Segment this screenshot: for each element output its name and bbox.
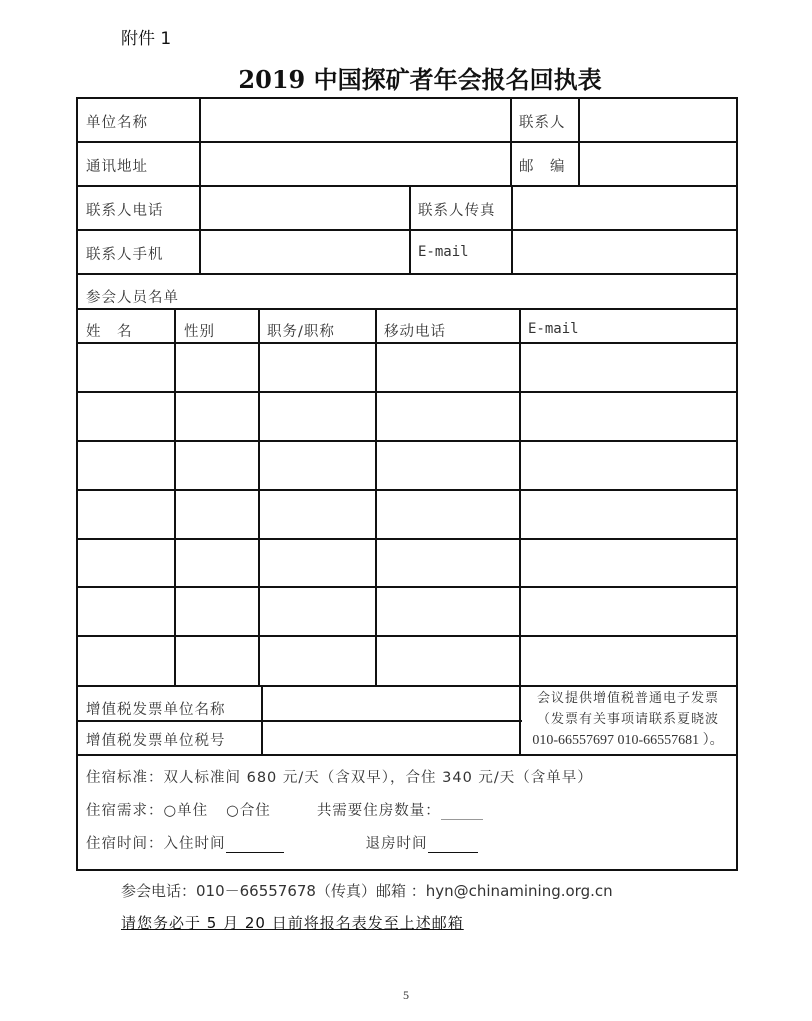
attendee-name-field[interactable] [78, 344, 174, 391]
shared-room-label: 合住 [239, 803, 271, 819]
attendee-title-field[interactable] [260, 442, 375, 489]
attendee-title-field[interactable] [260, 588, 375, 635]
email-field[interactable] [513, 231, 736, 273]
attendee-gender-field[interactable] [176, 442, 258, 489]
email-label: E-mail [418, 244, 469, 260]
attendee-email-field[interactable] [521, 393, 736, 440]
lodging-need-label: 住宿需求： [86, 803, 164, 819]
invoice-note [523, 688, 733, 751]
org-name-label: 单位名称 [86, 115, 148, 131]
attendee-title-field[interactable] [260, 540, 375, 586]
org-name-field[interactable] [201, 99, 510, 141]
attendee-name-field[interactable] [78, 491, 174, 538]
attendee-email-field[interactable] [521, 344, 736, 391]
col-header-email: E-mail [528, 321, 579, 337]
invoice-note-line: 010-66557697 010-66557681 ）。 [532, 733, 724, 748]
contact-info: 参会电话：010－66557678（传真）邮箱 ：hyn@chinamining.org.cn [121, 882, 613, 900]
col-divider [409, 185, 411, 275]
attendee-mobile-field[interactable] [377, 637, 519, 685]
attendee-mobile-field[interactable] [377, 442, 519, 489]
mobile-label: 联系人手机 [86, 247, 164, 263]
attendee-name-field[interactable] [78, 588, 174, 635]
col-header-title: 职务/职称 [267, 324, 335, 340]
room-count-label: 共需要住房数量： [316, 803, 441, 819]
contact-person-label: 联系人 [519, 115, 566, 131]
attendee-gender-field[interactable] [176, 637, 258, 685]
attendee-email-field[interactable] [521, 442, 736, 489]
single-room-label: 单住 [177, 803, 209, 819]
address-label: 通讯地址 [86, 159, 148, 175]
shared-room-option[interactable] [226, 803, 271, 819]
invoice-name-field[interactable] [263, 687, 519, 720]
postcode-label: 邮 编 [519, 159, 566, 175]
col-divider [510, 97, 512, 185]
deadline-notice: 请您务必于 5 月 20 日前将报名表发至上述邮箱 [121, 914, 464, 932]
mobile-field[interactable] [201, 231, 409, 273]
attendees-section-label: 参会人员名单 [86, 290, 179, 306]
address-field[interactable] [201, 143, 510, 185]
checkin-field[interactable] [226, 838, 284, 853]
row-divider [76, 273, 738, 275]
attendee-mobile-field[interactable] [377, 540, 519, 586]
attendee-gender-field[interactable] [176, 344, 258, 391]
attendee-gender-field[interactable] [176, 540, 258, 586]
attendee-email-field[interactable] [521, 491, 736, 538]
lodging-standard: 住宿标准：双人标准间 680 元/天（含双早），合住 340 元/天（含单早） [86, 770, 593, 786]
col-header-gender: 性别 [184, 324, 215, 340]
attendee-mobile-field[interactable] [377, 393, 519, 440]
invoice-name-label: 增值税发票单位名称 [86, 702, 226, 718]
table-border-bottom [76, 869, 738, 871]
attendee-title-field[interactable] [260, 393, 375, 440]
attendee-title-field[interactable] [260, 491, 375, 538]
attendee-email-field[interactable] [521, 588, 736, 635]
attendee-gender-field[interactable] [176, 491, 258, 538]
invoice-note-line: 会议提供增值税普通电子发票 [536, 691, 719, 706]
attendee-title-field[interactable] [260, 344, 375, 391]
fax-label: 联系人传真 [418, 203, 496, 219]
invoice-note-line: （发票有关事项请联系夏晓波 [536, 712, 719, 727]
col-header-name: 姓 名 [86, 324, 133, 340]
attendee-email-field[interactable] [521, 540, 736, 586]
table-border-right [736, 97, 738, 871]
attendee-name-field[interactable] [78, 637, 174, 685]
checkout-label: 退房时间 [365, 836, 428, 852]
attendee-gender-field[interactable] [176, 588, 258, 635]
radio-circle-icon: ○ [163, 803, 178, 819]
attendee-mobile-field[interactable] [377, 344, 519, 391]
attendee-name-field[interactable] [78, 393, 174, 440]
attendee-gender-field[interactable] [176, 393, 258, 440]
row-divider [76, 754, 738, 756]
radio-circle-icon: ○ [226, 803, 240, 819]
page-number: 5 [403, 988, 409, 1002]
lodging-need-row [86, 799, 483, 820]
lodging-time-row [86, 832, 478, 853]
attendee-name-field[interactable] [78, 442, 174, 489]
contact-person-field[interactable] [580, 99, 736, 141]
annex-label: 附件 1 [121, 29, 172, 49]
attendee-title-field[interactable] [260, 637, 375, 685]
checkout-field[interactable] [428, 838, 478, 853]
attendee-mobile-field[interactable] [377, 588, 519, 635]
form-title: 2019 中国探矿者年会报名回执表 [238, 65, 602, 94]
postcode-field[interactable] [580, 143, 736, 185]
checkin-label: 住宿时间：入住时间 [86, 836, 226, 852]
attendee-name-field[interactable] [78, 540, 174, 586]
single-room-option[interactable] [164, 803, 209, 819]
invoice-tax-id-label: 增值税发票单位税号 [86, 733, 226, 749]
attendee-email-field[interactable] [521, 637, 736, 685]
room-count-field[interactable] [441, 805, 483, 820]
fax-field[interactable] [513, 187, 736, 229]
attendee-mobile-field[interactable] [377, 491, 519, 538]
phone-field[interactable] [201, 187, 409, 229]
col-header-mobile: 移动电话 [384, 324, 446, 340]
phone-label: 联系人电话 [86, 203, 164, 219]
invoice-tax-id-field[interactable] [263, 722, 519, 754]
col-divider [519, 685, 521, 755]
